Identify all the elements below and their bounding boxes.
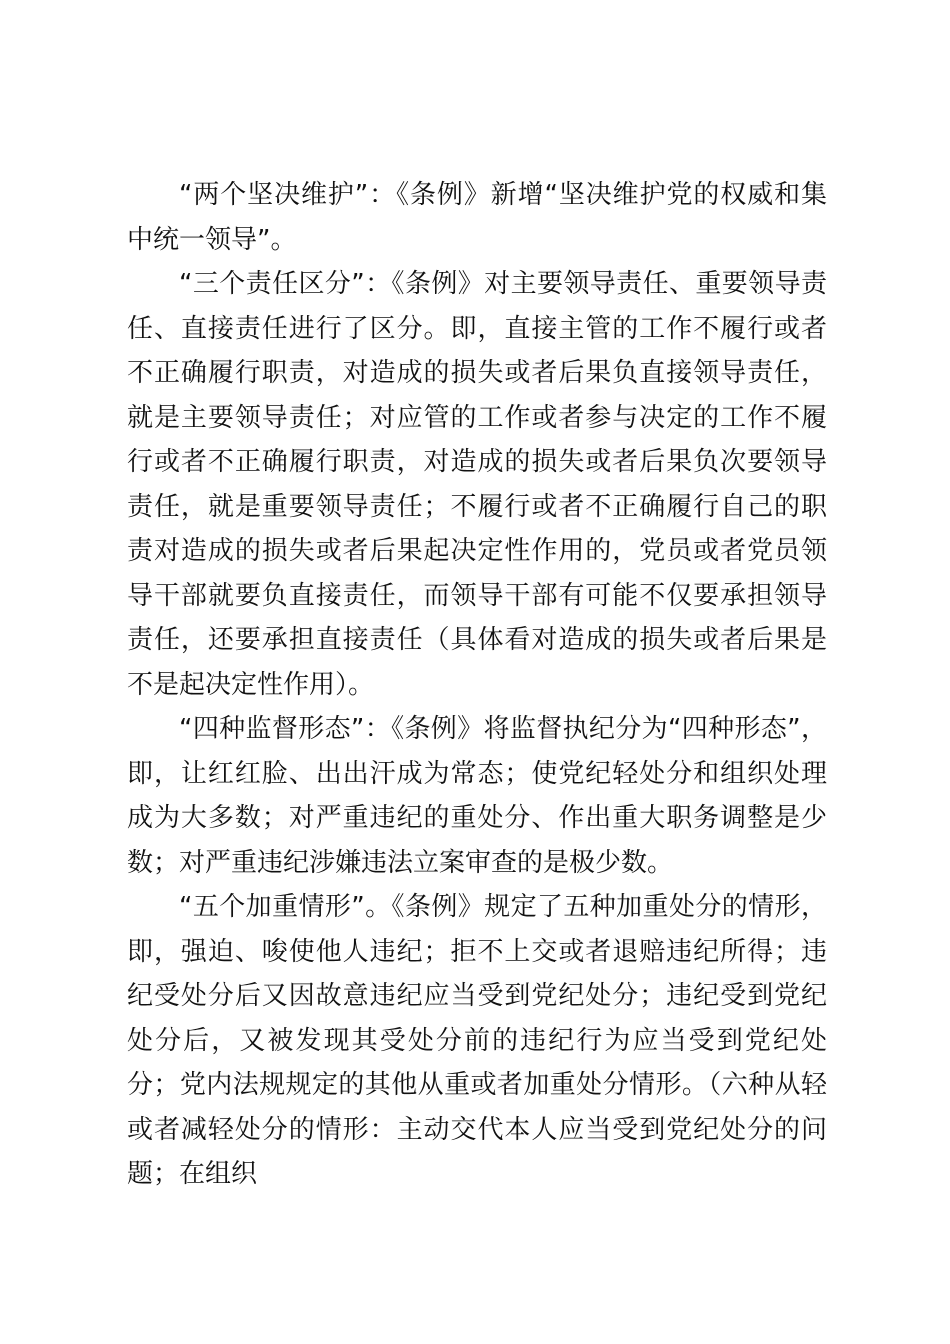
document-body <box>127 173 827 1197</box>
paragraph-four-supervision-forms: “四种监督形态”：《条例》将监督执纪分为“四种形态”，即，让红红脸、出出汗成为常态；使党纪轻处分和组织处理成为大多数；对严重违纪的重处分、作出重大职务调整是少数；对严重违纪涉嫌违法立案审查的是极少数。 <box>127 714 827 878</box>
paragraph-three-responsibility-distinctions: “三个责任区分”：《条例》对主要领导责任、重要领导责任、直接责任进行了区分。即，直接主管的工作不履行或者不正确履行职责，对造成的损失或者后果负直接领导责任，就是主要领导责任；对应管的工作或者参与决定的工作不履行或者不正确履行职责，对造成的损失或者后果负次要领导责任，就是重要领导责任；不履行或者不正确履行自己的职责对造成的损失或者后果起决定性作用的，党员或者党员领导干部就要负直接责任，而领导干部有可能不仅要承担领导责任，还要承担直接责任（具体看对造成的损失或者后果是不是起决定性作用）。 <box>127 269 827 700</box>
paragraph-five-aggravating-circumstances: “五个加重情形”。《条例》规定了五种加重处分的情形，即，强迫、唆使他人违纪；拒不上交或者退赔违纪所得；违纪受处分后又因故意违纪应当受到党纪处分；违纪受到党纪处分后，又被发现其受处分前的违纪行为应当受到党纪处分；党内法规规定的其他从重或者加重处分情形。（六种从轻或者减轻处分的情形：主动交代本人应当受到党纪处分的问题；在组织 <box>127 892 827 1189</box>
paragraph-two-resolute-safeguards: “两个坚决维护”：《条例》新增“坚决维护党的权威和集中统一领导”。 <box>127 180 827 255</box>
